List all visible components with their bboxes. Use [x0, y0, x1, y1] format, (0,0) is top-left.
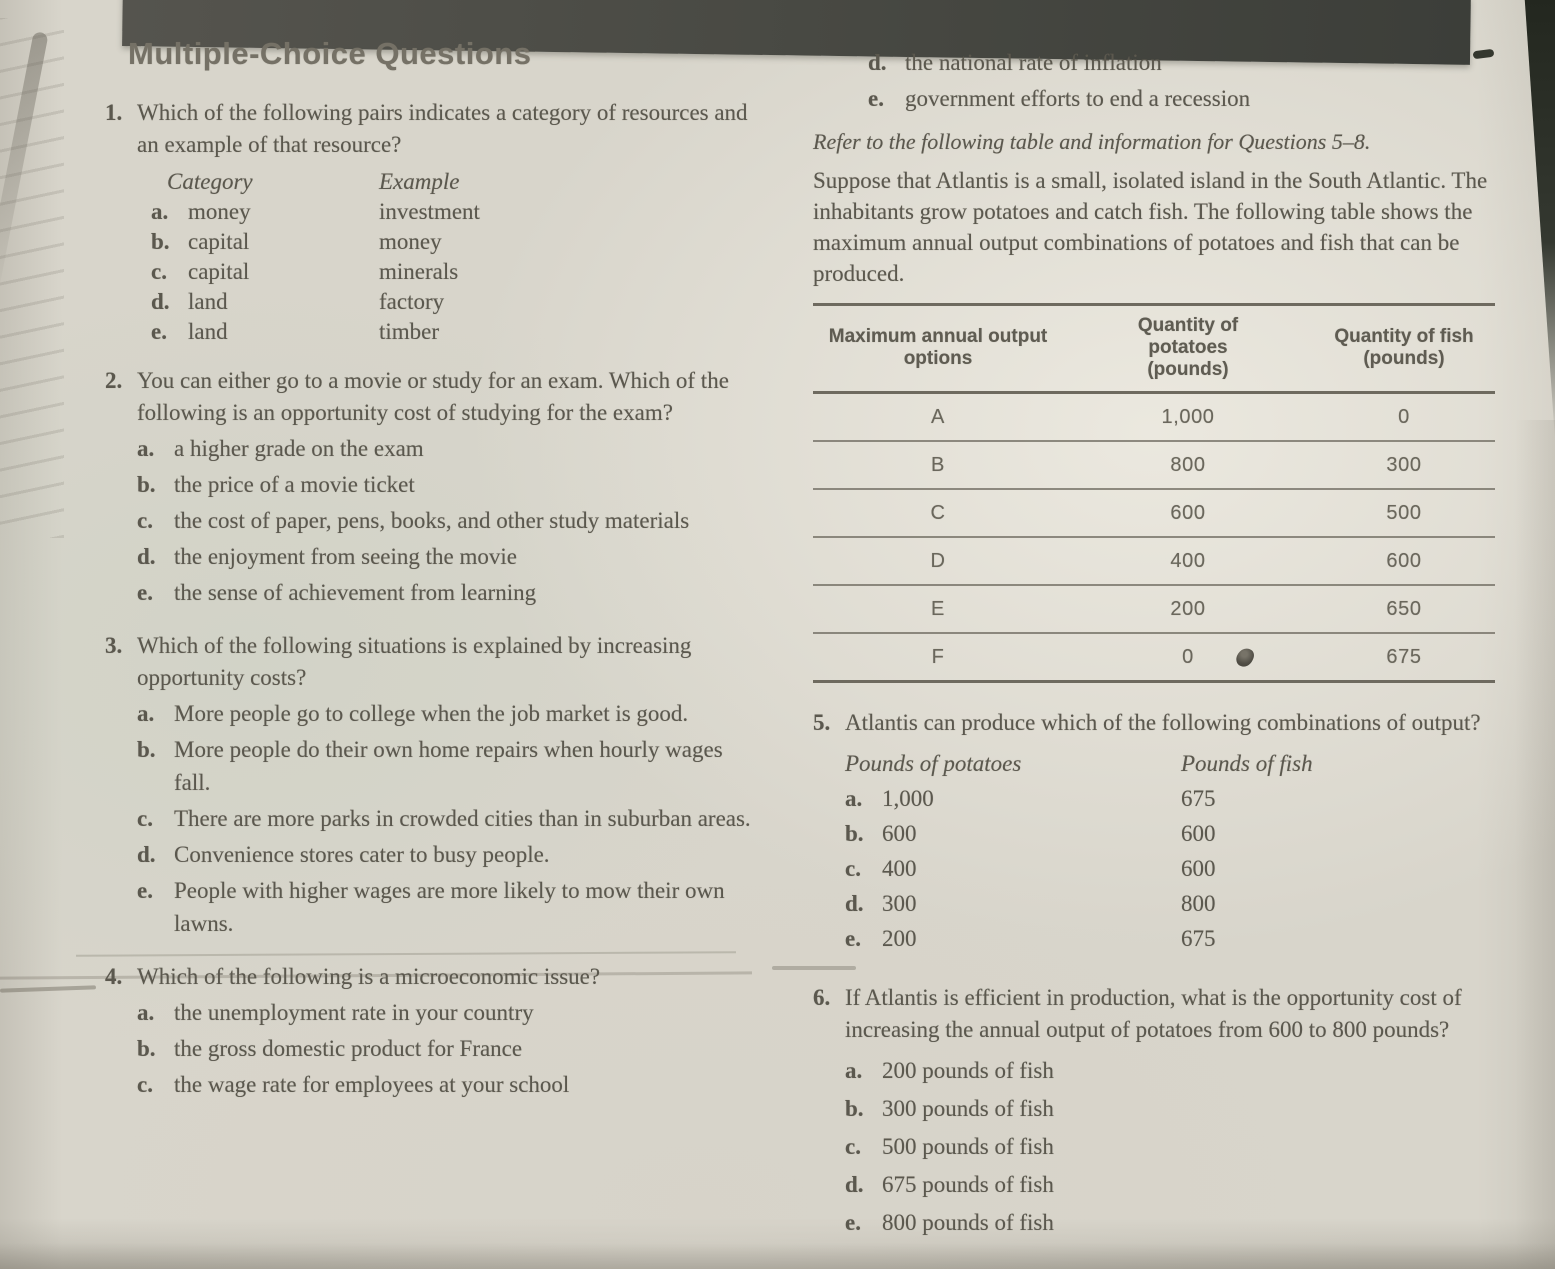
question-5	[813, 707, 1497, 956]
option-category: land	[188, 319, 228, 344]
cell-potatoes: 600	[1063, 489, 1313, 537]
question-text: Atlantis can produce which of the following combinations of output?	[845, 710, 1481, 735]
option-potatoes: 1,000	[882, 786, 934, 811]
cell-fish: 675	[1386, 646, 1422, 668]
option-row	[137, 227, 757, 257]
potatoes-header: Pounds of potatoes	[845, 751, 1022, 776]
option-text: People with higher wages are more likely to mow their own lawns.	[174, 878, 725, 936]
option-text: the cost of paper, pens, books, and other study materials	[174, 508, 690, 533]
question-text: Which of the following situations is explained by increasing opportunity costs?	[137, 633, 692, 690]
option-letter: d.	[845, 891, 864, 916]
option-letter: a.	[137, 1000, 155, 1025]
table-header-potatoes: Quantity of potatoes (pounds)	[1063, 305, 1313, 393]
question-number: 4.	[105, 964, 123, 989]
table-row	[813, 633, 1495, 682]
cell-option: B	[813, 441, 1063, 489]
option-letter: c.	[151, 259, 167, 284]
question-3	[105, 630, 757, 943]
question-number: 2.	[105, 368, 123, 393]
cell-fish: 500	[1313, 489, 1495, 537]
pair-headers	[137, 167, 757, 197]
option-row	[137, 540, 757, 573]
option-text: the price of a movie ticket	[174, 472, 415, 497]
option-row	[137, 432, 757, 465]
option-row	[845, 851, 1497, 886]
option-text: More people go to college when the job market is good.	[174, 701, 689, 726]
option-row	[845, 1204, 1497, 1242]
referral-note: Refer to the following table and information for Questions 5–8.	[813, 129, 1371, 154]
option-row	[137, 576, 757, 609]
option-row	[845, 1052, 1497, 1090]
option-letter: b.	[137, 472, 156, 497]
option-letter: b.	[137, 1036, 156, 1061]
option-letter: a.	[137, 701, 155, 726]
question-4	[105, 961, 757, 1104]
question-number: 6.	[813, 985, 831, 1010]
option-text: a higher grade on the exam	[174, 436, 424, 461]
option-letter: b.	[137, 737, 156, 762]
cell-potatoes: 1,000	[1063, 393, 1313, 442]
option-letter: c.	[845, 856, 861, 881]
question-6	[813, 982, 1497, 1242]
page-right-shadow	[1515, 420, 1555, 1269]
option-row	[137, 697, 757, 730]
option-row	[845, 1128, 1497, 1166]
option-letter: d.	[137, 842, 156, 867]
option-letter: b.	[845, 821, 864, 846]
table-row	[813, 393, 1495, 442]
option-row	[845, 816, 1497, 851]
option-text: 300 pounds of fish	[882, 1096, 1054, 1121]
option-letter: e.	[845, 926, 861, 951]
option-potatoes: 200	[882, 926, 917, 951]
option-text: the national rate of inflation	[905, 50, 1162, 75]
table-row	[813, 489, 1495, 537]
option-row	[845, 781, 1497, 816]
option-letter: a.	[845, 786, 863, 811]
question-number: 3.	[105, 633, 123, 658]
option-text: Convenience stores cater to busy people.	[174, 842, 550, 867]
option-letter: a.	[151, 199, 169, 224]
option-letter: d.	[868, 50, 887, 75]
option-letter: c.	[137, 508, 153, 533]
output-table	[813, 303, 1495, 683]
question-1	[105, 97, 757, 347]
option-row	[868, 46, 1497, 79]
question-number: 1.	[105, 100, 123, 125]
option-text: the enjoyment from seeing the movie	[174, 544, 517, 569]
option-letter: d.	[151, 289, 170, 314]
option-letter: c.	[845, 1134, 861, 1159]
option-row	[845, 886, 1497, 921]
carryover-options	[813, 46, 1497, 115]
question-text: If Atlantis is efficient in production, what is the opportunity cost of increasing the annual output of potatoes from 600 to 800 pounds?	[845, 985, 1462, 1042]
option-text: There are more parks in crowded cities than in suburban areas.	[174, 806, 751, 831]
cell-option: F	[931, 646, 945, 668]
option-text: the wage rate for employees at your school	[174, 1072, 570, 1097]
option-letter: e.	[151, 319, 167, 344]
scan-corner-shadow	[1513, 0, 1555, 440]
cell-option: E	[813, 585, 1063, 633]
option-row	[137, 468, 757, 501]
option-fish: 800	[1181, 891, 1216, 916]
option-category: money	[188, 199, 251, 224]
cell-option: D	[813, 537, 1063, 585]
option-row	[137, 504, 757, 537]
option-fish: 675	[1181, 926, 1216, 951]
option-row	[137, 802, 757, 835]
fish-header: Pounds of fish	[1181, 751, 1313, 776]
option-row	[137, 257, 757, 287]
option-letter: b.	[845, 1096, 864, 1121]
question-text: You can either go to a movie or study for an exam. Which of the following is an opportunity cost of studying for the exam?	[137, 368, 729, 425]
option-row	[137, 838, 757, 871]
intro-paragraph: Suppose that Atlantis is a small, isolated island in the South Atlantic. The inhabitants grow potatoes and catch fish. The following table shows the maximum annual output combinations of potatoes and fish that can be produced.	[813, 168, 1488, 286]
option-fish: 600	[1181, 821, 1216, 846]
table-row	[813, 441, 1495, 489]
option-row	[845, 1090, 1497, 1128]
option-example: timber	[379, 319, 440, 344]
option-text: 500 pounds of fish	[882, 1134, 1054, 1159]
table-header-fish: Quantity of fish (pounds)	[1313, 305, 1495, 393]
table-header-row	[813, 305, 1495, 393]
option-letter: e.	[868, 86, 884, 111]
question-text: Which of the following is a microeconomic issue?	[137, 964, 601, 989]
option-row	[137, 996, 757, 1029]
option-row	[137, 1068, 757, 1101]
option-letter: d.	[137, 544, 156, 569]
option-letter: e.	[137, 878, 153, 903]
option-text: government efforts to end a recession	[905, 86, 1251, 111]
option-example: money	[379, 229, 442, 254]
cell-potatoes: 200	[1063, 585, 1313, 633]
option-example: investment	[379, 199, 480, 224]
option-letter: c.	[137, 1072, 153, 1097]
pencil-dash-artifact	[0, 985, 96, 992]
cell-fish: 300	[1313, 441, 1495, 489]
option-row	[137, 197, 757, 227]
table-row	[813, 537, 1495, 585]
option-text: 675 pounds of fish	[882, 1172, 1054, 1197]
page-title: Multiple-Choice Questions	[128, 36, 532, 71]
option-row	[137, 287, 757, 317]
right-column	[813, 46, 1497, 1260]
option-text: the unemployment rate in your country	[174, 1000, 534, 1025]
option-potatoes: 400	[882, 856, 917, 881]
option-fish: 675	[1181, 786, 1216, 811]
cell-option: C	[813, 489, 1063, 537]
option-text: More people do their own home repairs when hourly wages fall.	[174, 737, 723, 795]
cell-option: A	[813, 393, 1063, 442]
cell-fish: 0	[1313, 393, 1495, 442]
option-letter: b.	[151, 229, 170, 254]
question-2	[105, 365, 757, 612]
option-potatoes: 600	[882, 821, 917, 846]
example-header: Example	[379, 169, 460, 194]
option-category: capital	[188, 259, 250, 284]
left-column	[105, 97, 757, 1122]
question-text: Which of the following pairs indicates a category of resources and an example of that resource?	[137, 100, 748, 157]
table-row	[813, 585, 1495, 633]
option-row	[137, 874, 757, 940]
category-header: Category	[167, 169, 253, 194]
option-letter: a.	[137, 436, 155, 461]
option-row	[137, 733, 757, 799]
option-row	[137, 1032, 757, 1065]
option-row	[845, 921, 1497, 956]
option-letter: a.	[845, 1058, 863, 1083]
cell-fish: 600	[1313, 537, 1495, 585]
pair-headers	[845, 749, 1497, 779]
option-text: 800 pounds of fish	[882, 1210, 1054, 1235]
option-row	[845, 1166, 1497, 1204]
cell-potatoes: 800	[1063, 441, 1313, 489]
option-letter: e.	[137, 580, 153, 605]
option-letter: c.	[137, 806, 153, 831]
option-example: factory	[379, 289, 445, 314]
option-potatoes: 300	[882, 891, 917, 916]
question-number: 5.	[813, 710, 831, 735]
option-example: minerals	[379, 259, 459, 284]
option-letter: e.	[845, 1210, 861, 1235]
cell-fish: 650	[1313, 585, 1495, 633]
option-text: the sense of achievement from learning	[174, 580, 537, 605]
cell-potatoes: 400	[1063, 537, 1313, 585]
option-category: capital	[188, 229, 250, 254]
option-letter: d.	[845, 1172, 864, 1197]
cell-potatoes: 0	[1182, 646, 1194, 668]
option-category: land	[188, 289, 228, 314]
option-row	[868, 82, 1497, 115]
option-text: the gross domestic product for France	[174, 1036, 523, 1061]
option-text: 200 pounds of fish	[882, 1058, 1054, 1083]
option-row	[137, 317, 757, 347]
table-header-options: Maximum annual output options	[813, 305, 1063, 393]
option-fish: 600	[1181, 856, 1216, 881]
